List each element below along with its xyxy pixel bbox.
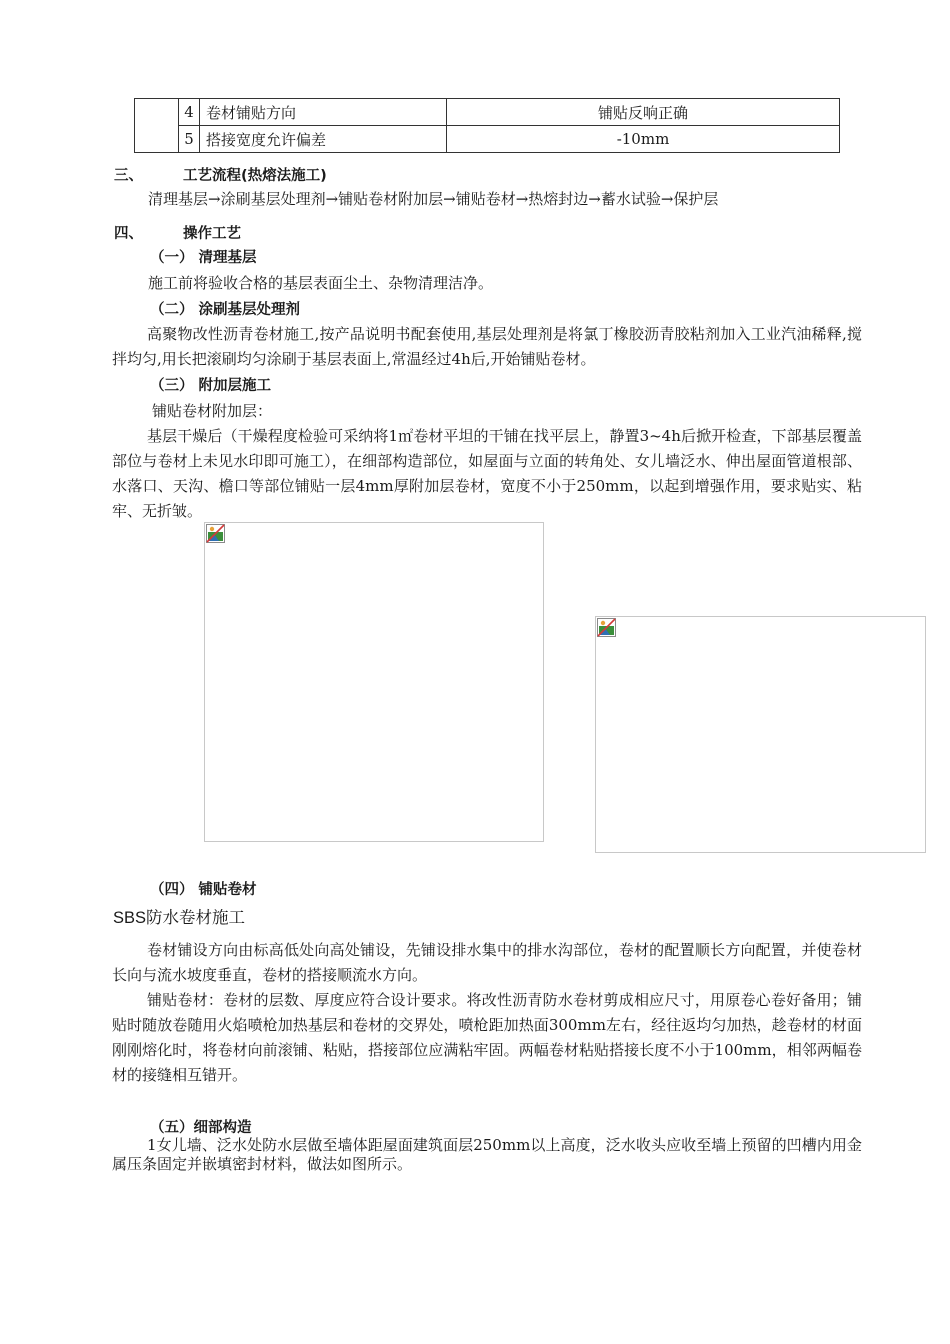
subsection-heading-1: （一） 清理基层	[150, 250, 257, 266]
table-cell-blank	[135, 99, 179, 153]
tolerance-table	[134, 98, 840, 153]
table-cell-item: 卷材铺贴方向	[200, 99, 447, 126]
subheading-additional-layer: 铺贴卷材附加层：	[152, 402, 273, 420]
table-row	[135, 126, 840, 153]
broken-image-icon	[206, 524, 225, 543]
subsection-heading-5: （五）细部构造	[150, 1120, 252, 1136]
paragraph-laying-method	[112, 988, 862, 1088]
table-cell-num: 5	[179, 126, 200, 153]
paragraph-additional-layer	[112, 424, 862, 524]
section-number: 四、	[114, 226, 143, 242]
broken-image-icon	[597, 618, 616, 637]
subsection-heading-4: （四） 铺贴卷材	[150, 882, 257, 898]
section-heading-3	[114, 164, 327, 185]
figure-image-1	[204, 522, 544, 842]
paragraph-clean-base: 施工前将验收合格的基层表面尘土、杂物清理洁净。	[148, 274, 494, 292]
table-cell-num: 4	[179, 99, 200, 126]
paragraph-text: 高聚物改性沥青卷材施工,按产品说明书配套使用,基层处理剂是将氯丁橡胶沥青胶粘剂加入工业汽油稀释,搅拌均匀,用长把滚刷均匀涂刷于基层表面上,常温经过4h后,开始铺贴卷材。	[112, 325, 862, 368]
sbs-heading: SBS防水卷材施工	[113, 909, 246, 927]
section-title: 操作工艺	[183, 226, 241, 242]
paragraph-laying-direction	[112, 938, 862, 988]
paragraph-detail-structure	[112, 1136, 862, 1174]
section-number: 三、	[114, 168, 143, 184]
subsection-heading-3: （三） 附加层施工	[150, 378, 272, 394]
paragraph-text: 铺贴卷材：卷材的层数、厚度应符合设计要求。将改性沥青防水卷材剪成相应尺寸，用原卷心卷好备用；铺贴时随放卷随用火焰喷枪加热基层和卷材的交界处，喷枪距加热面300mm左右，经往返均匀加热，趁卷材的材面刚刚熔化时，将卷材向前滚铺、粘贴，搭接部位应满粘牢固。两幅卷材粘贴搭接长度不小于100mm，相邻两幅卷材的接缝相互错开。	[112, 991, 862, 1084]
figure-image-2	[595, 616, 926, 853]
table-cell-item: 搭接宽度允许偏差	[200, 126, 447, 153]
section-title: 工艺流程(热熔法施工)	[183, 168, 327, 184]
table-row	[135, 99, 840, 126]
paragraph-text: 卷材铺设方向由标高低处向高处铺设，先铺设排水集中的排水沟部位，卷材的配置顺长方向配置，并使卷材长向与流水坡度垂直，卷材的搭接顺流水方向。	[112, 941, 862, 984]
table-cell-value: 铺贴反响正确	[447, 99, 840, 126]
paragraph-text: 基层干燥后（干燥程度检验可采纳将1㎡卷材平坦的干铺在找平层上，静置3~4h后掀开检查，下部基层覆盖部位与卷材上未见水印即可施工），在细部构造部位，如屋面与立面的转角处、女儿墙泛水、伸出屋面管道根部、水落口、天沟、檐口等部位铺贴一层4mm厚附加层卷材，宽度不小于250mm，以起到增强作用，要求贴实、粘牢、无折皱。	[112, 427, 862, 520]
section-heading-4	[114, 222, 241, 243]
table-cell-value: -10mm	[447, 126, 840, 153]
process-flow: 清理基层→涂刷基层处理剂→铺贴卷材附加层→铺贴卷材→热熔封边→蓄水试验→保护层	[148, 190, 719, 208]
subsection-heading-2: （二） 涂刷基层处理剂	[150, 302, 301, 318]
paragraph-primer	[112, 322, 862, 372]
paragraph-text: 1女儿墙、泛水处防水层做至墙体距屋面建筑面层250mm以上高度，泛水收头应收至墙上预留的凹槽内用金属压条固定并嵌填密封材料，做法如图所示。	[112, 1136, 862, 1173]
